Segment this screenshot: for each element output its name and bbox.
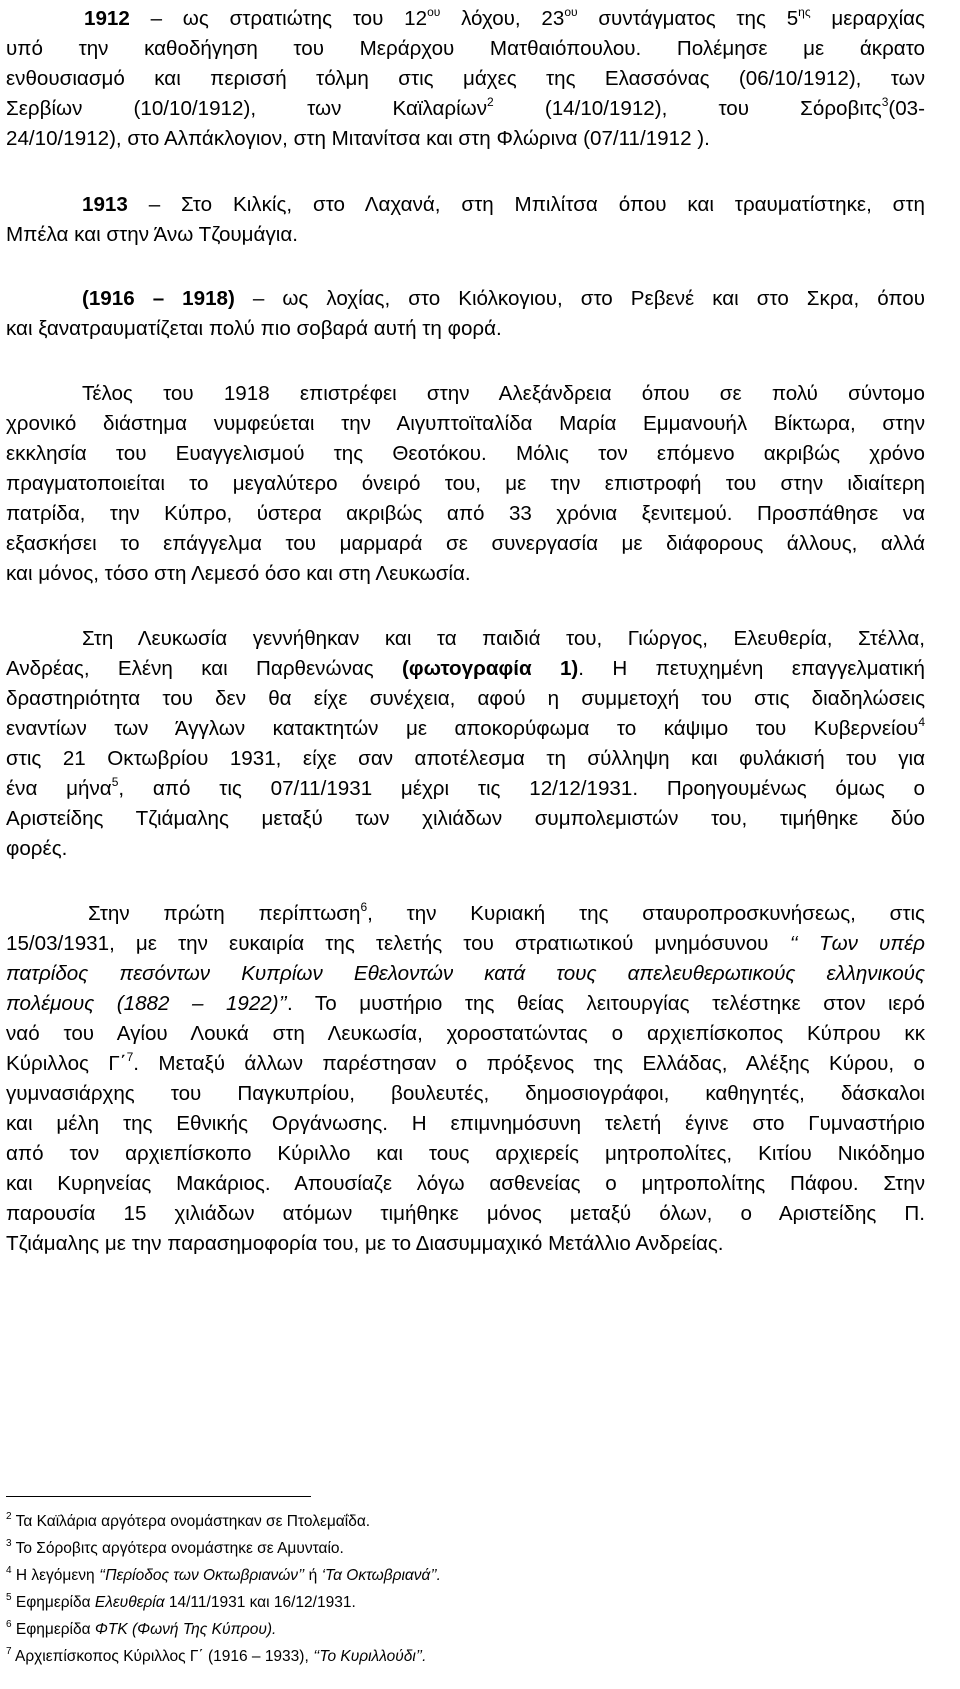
text-line — [6, 654, 925, 684]
text-run: Αρχιεπίσκοπος Κύριλλος Γ΄ (1916 – 1933), — [15, 1648, 314, 1665]
text-run: από τον αρχιεπίσκοπο Κύριλλο και τους αρχιερείς μητροπολίτες, Κιτίου Νικόδημο — [6, 1142, 925, 1165]
text-run: πατρίδα, την Κύπρο, ύστερα ακριβώς από 33 χρόνια ξενιτεμού. Προσπάθησε να — [6, 502, 925, 525]
text-run: Στην πρώτη περίπτωση — [88, 902, 361, 925]
text-run: λόχου, 23 — [440, 7, 565, 30]
text-run: 24/10/1912), στο Αλπάκλογιον, στη Μιτανίτσα και στη Φλώρινα (07/11/1912 ). — [6, 127, 710, 150]
text-line — [6, 1139, 925, 1169]
text-run: – ως λοχίας, στο Κιόλκογιου, στο Ρεβενέ και στο Σκρα, όπου — [234, 287, 925, 310]
superscript: ου — [427, 5, 441, 19]
bold-text: 1912 — [84, 7, 130, 30]
footnote-number: 3 — [6, 1538, 12, 1549]
text-run: στις 21 Οκτωβρίου 1931, είχε σαν αποτέλεσμα τη σύλληψη και φυλάκισή του για — [6, 747, 925, 770]
text-line — [6, 959, 925, 989]
text-line — [6, 1049, 925, 1079]
text-run: γυμνασιάρχης του Παγκυπρίου, βουλευτές, δημοσιογράφοι, καθηγητές, δάσκαλοι — [6, 1082, 925, 1105]
italic-text: ‘Τα Οκτωβριανά’’. — [321, 1567, 441, 1584]
text-line — [6, 559, 925, 589]
text-run: Τα Καϊλάρια αργότερα ονομάστηκαν σε Πτολεμαΐδα. — [15, 1513, 371, 1530]
text-run: εκκλησία του Ευαγγελισμού της Θεοτόκου. Μόλις τον επόμενο ακριβώς χρόνο — [6, 442, 925, 465]
text-line — [6, 439, 925, 469]
text-run: . Η πετυχημένη επαγγελματική — [578, 657, 926, 680]
bold-text: 1913 — [82, 193, 128, 216]
text-run: . Το μυστήριο της θείας λειτουργίας τελέστηκε στον ιερό — [287, 992, 925, 1015]
text-run: ενθουσιασμό και περισσή τόλμη στις μάχες της Ελασσόνας (06/10/1912), των — [6, 67, 925, 90]
text-run: – Στο Κιλκίς, στο Λαχανά, στη Μπιλίτσα όπου και τραυματίστηκε, στη — [127, 193, 925, 216]
footnote-number: 4 — [6, 1565, 12, 1576]
text-run: συντάγματος της 5 — [577, 7, 799, 30]
text-line — [6, 899, 925, 929]
bold-text: (φωτογραφία 1) — [402, 657, 579, 680]
text-line — [6, 1079, 925, 1109]
text-run: ή — [304, 1567, 322, 1584]
superscript: 6 — [360, 900, 368, 914]
text-run: φορές. — [6, 837, 68, 860]
text-run: Τζιάμαλης με την παρασημοφορία του, με το Διασυμμαχικό Μετάλλιο Ανδρείας. — [6, 1232, 724, 1255]
footnote-number: 7 — [6, 1646, 12, 1657]
text-run: και μέλη της Εθνικής Οργάνωσης. Η επιμνημόσυνη τελετή έγινε στο Γυμναστήριο — [6, 1112, 925, 1135]
text-run: χρονικό διάστημα νυμφεύεται την Αιγυπτοϊταλίδα Μαρία Εμμανουήλ Βίκτωρα, στην — [6, 412, 925, 435]
footnote-number: 6 — [6, 1619, 12, 1630]
text-run: Στη Λευκωσία γεννήθηκαν και τα παιδιά του, Γιώργος, Ελευθερία, Στέλλα, — [82, 627, 925, 650]
text-run: εξασκήσει το επάγγελμα του μαρμαρά σε συνεργασία με διάφορους άλλους, αλλά — [6, 532, 925, 555]
text-run: , από τις 07/11/1931 μέχρι τις 12/12/1931. Προηγουμένως όμως ο — [118, 777, 925, 800]
text-line — [6, 4, 925, 34]
superscript: ης — [798, 5, 811, 19]
text-run: 14/11/1931 και 16/12/1931. — [164, 1594, 356, 1611]
text-line — [6, 64, 925, 94]
text-line — [6, 34, 925, 64]
text-run: Η λεγόμενη — [15, 1567, 99, 1584]
text-run: 15/03/1931, με την ευκαιρία της τελετής του στρατιωτικού μνημόσυνου — [6, 932, 790, 955]
text-line — [6, 624, 925, 654]
text-run: μεραρχίας — [810, 7, 925, 30]
text-line — [6, 379, 925, 409]
text-line — [6, 804, 925, 834]
text-line — [6, 929, 925, 959]
superscript: 2 — [487, 95, 494, 109]
text-line — [6, 1169, 925, 1199]
text-run: Σερβίων (10/10/1912), των Καϊλαρίων — [6, 97, 488, 120]
text-run: Ανδρέας, Ελένη και Παρθενώνας — [6, 657, 403, 680]
text-line — [6, 94, 925, 124]
text-run: υπό την καθοδήγηση του Μεράρχου Ματθαιόπουλου. Πολέμησε με άκρατο — [6, 37, 925, 60]
footnote-number: 5 — [6, 1592, 12, 1603]
superscript: 4 — [918, 715, 925, 729]
italic-text: ‘‘Περίοδος των Οκτωβριανών’’ — [98, 1567, 305, 1584]
text-line — [6, 124, 925, 154]
text-run: (14/10/1912), του Σόροβιτς — [493, 97, 882, 120]
text-run: Αριστείδης Τζιάμαλης μεταξύ των χιλιάδων συμπολεμιστών του, τιμήθηκε δύο — [6, 807, 925, 830]
text-line — [6, 409, 925, 439]
footnote — [6, 1511, 370, 1533]
text-line — [6, 774, 925, 804]
text-line — [6, 1229, 925, 1259]
text-run: Μπέλα και στην Άνω Τζουμάγια. — [6, 223, 298, 246]
italic-text: ‘‘ Των υπέρ — [789, 932, 925, 955]
italic-text: πολέμους (1882 – 1922)’’ — [6, 992, 288, 1015]
text-run: δραστηριότητα του δεν θα είχε συνέχεια, αφού η συμμετοχή του στις διαδηλώσεις — [6, 687, 925, 710]
text-line — [6, 1109, 925, 1139]
footnote — [6, 1538, 344, 1560]
text-run: , την Κυριακή της σταυροπροσκυνήσεως, στις — [367, 902, 925, 925]
superscript: 5 — [111, 775, 119, 789]
text-run: και ξανατραυματίζεται πολύ πιο σοβαρά αυτή τη φορά. — [6, 317, 502, 340]
italic-text: ΦΤΚ (Φωνή Της Κύπρου). — [94, 1621, 277, 1638]
text-line — [6, 284, 925, 314]
bold-text: (1916 – 1918) — [82, 287, 235, 310]
text-run: Εφημερίδα — [15, 1594, 95, 1611]
footnote — [6, 1592, 356, 1614]
footnote-separator — [6, 1496, 311, 1497]
text-run: Κύριλλος Γ΄ — [6, 1052, 127, 1075]
footnote — [6, 1619, 276, 1641]
text-run: και μόνος, τόσο στη Λεμεσό όσο και στη Λευκωσία. — [6, 562, 471, 585]
superscript: 7 — [126, 1050, 134, 1064]
text-run: – ως στρατιώτης του 12 — [129, 7, 428, 30]
text-line — [6, 499, 925, 529]
text-line — [6, 1199, 925, 1229]
text-run: πραγματοποιείται το μεγαλύτερο όνειρό του, με την επιστροφή του στην ιδιαίτερη — [6, 472, 925, 495]
text-line — [6, 529, 925, 559]
text-line — [6, 834, 925, 864]
footnote-number: 2 — [6, 1511, 12, 1522]
superscript: 3 — [881, 95, 889, 109]
text-line — [6, 714, 925, 744]
text-run: (03- — [888, 97, 925, 120]
text-line — [6, 1019, 925, 1049]
text-line — [6, 684, 925, 714]
text-run: . Μεταξύ άλλων παρέστησαν ο πρόξενος της Ελλάδας, Αλέξης Κύρου, ο — [133, 1052, 926, 1075]
text-run: εναντίων των Άγγλων κατακτητών με αποκορύφωμα το κάψιμο του Κυβερνείου — [6, 717, 919, 740]
text-run: Τέλος του 1918 επιστρέφει στην Αλεξάνδρεια όπου σε πολύ σύντομο — [82, 382, 925, 405]
text-run: Εφημερίδα — [15, 1621, 95, 1638]
superscript: ου — [564, 5, 578, 19]
text-run: ένα μήνα — [6, 777, 112, 800]
text-run: ναό του Αγίου Λουκά στη Λευκωσία, χοροστατώντας ο αρχιεπίσκοπος Κύπρου κκ — [6, 1022, 925, 1045]
text-line — [6, 220, 925, 250]
text-run: Το Σόροβιτς αργότερα ονομάστηκε σε Αμυνταίο. — [15, 1540, 344, 1557]
text-line — [6, 989, 925, 1019]
italic-text: ‘‘Το Κυριλλούδι’’. — [313, 1648, 427, 1665]
text-line — [6, 314, 925, 344]
text-run: παρουσία 15 χιλιάδων ατόμων τιμήθηκε μόνος μεταξύ όλων, ο Αριστείδης Π. — [6, 1202, 925, 1225]
italic-text: πατρίδος πεσόντων Κυπρίων Εθελοντών κατά τους απελευθερωτικούς ελληνικούς — [6, 962, 925, 985]
italic-text: Ελευθερία — [94, 1594, 165, 1611]
footnote — [6, 1565, 441, 1587]
text-line — [6, 744, 925, 774]
text-run: και Κυρηνείας Μακάριος. Απουσίαζε λόγω ασθενείας ο μητροπολίτης Πάφου. Στην — [6, 1172, 925, 1195]
text-line — [6, 469, 925, 499]
footnote — [6, 1646, 426, 1668]
text-line — [6, 190, 925, 220]
